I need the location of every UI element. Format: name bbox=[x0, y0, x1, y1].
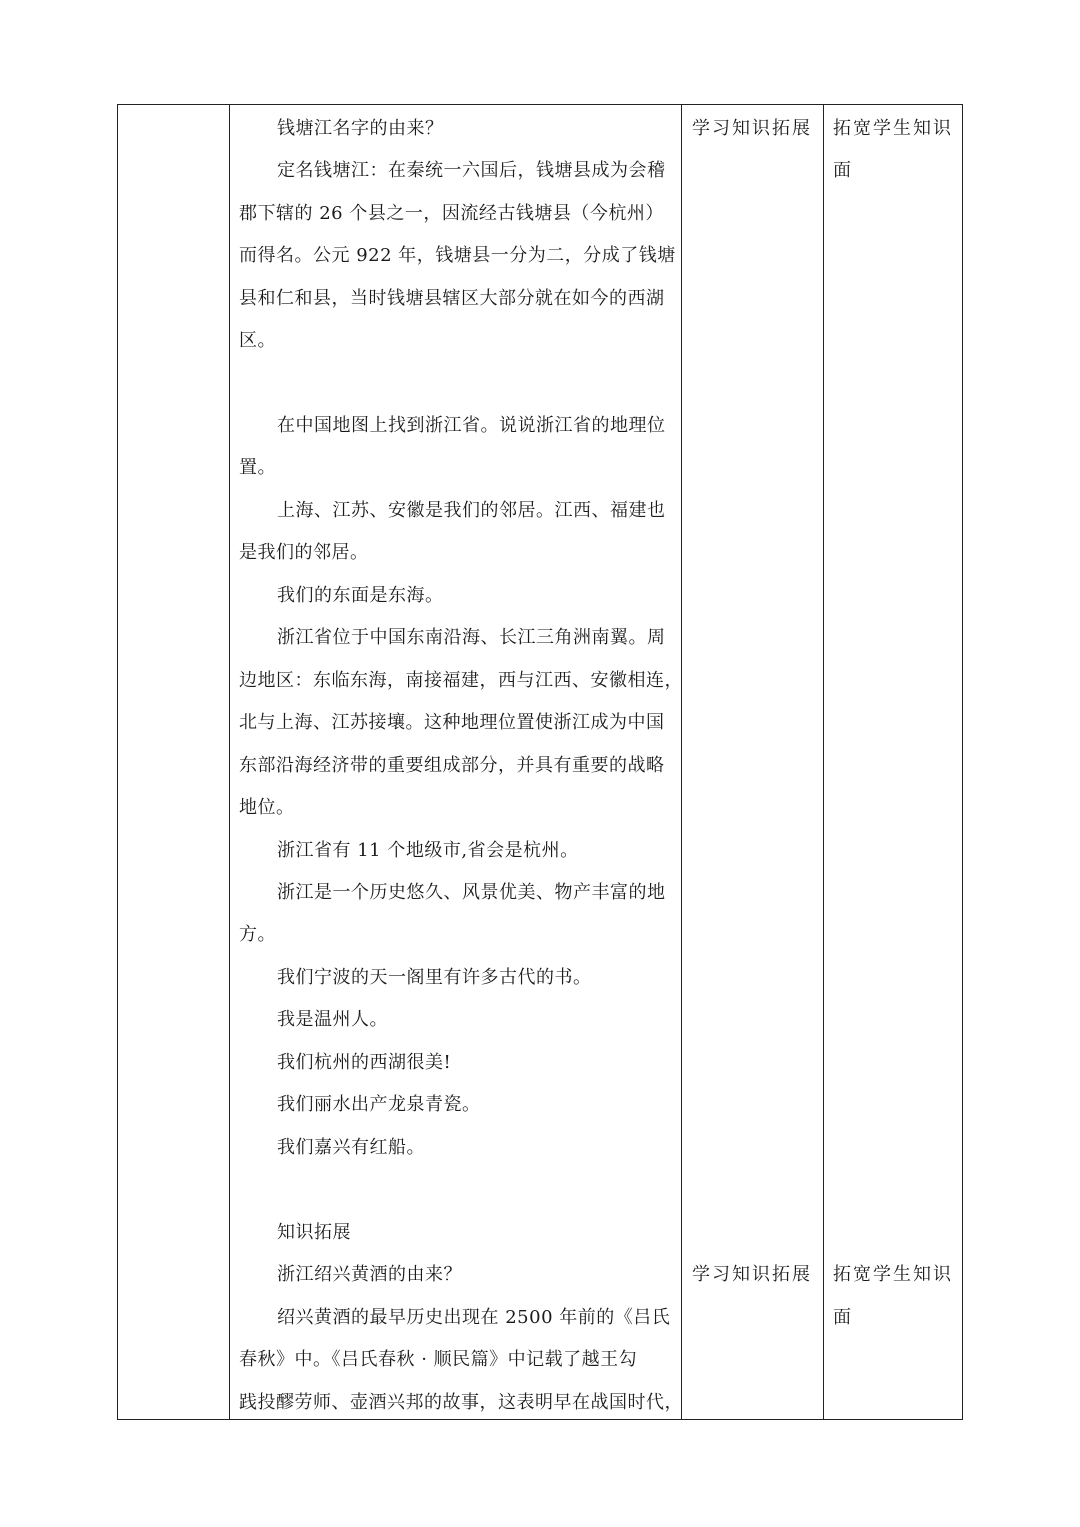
content-line: 知识拓展 bbox=[277, 1222, 351, 1243]
column-divider bbox=[229, 105, 230, 1419]
content-line: 钱塘江名字的由来？ bbox=[277, 118, 444, 139]
content-line: 置。 bbox=[239, 457, 276, 478]
content-line: 我们丽水出产龙泉青瓷。 bbox=[277, 1094, 481, 1115]
content-line: 浙江省位于中国东南沿海、长江三角洲南翼。周 bbox=[277, 627, 666, 648]
content-line: 我们的东面是东海。 bbox=[277, 585, 444, 606]
content-line: 是我们的邻居。 bbox=[239, 542, 369, 563]
content-line: 县和仁和县，当时钱塘县辖区大部分就在如今的西湖 bbox=[239, 288, 665, 309]
content-line: 我们宁波的天一阁里有许多古代的书。 bbox=[277, 967, 592, 988]
content-line: 我们杭州的西湖很美! bbox=[277, 1052, 452, 1073]
activity-label: 学习知识拓展 bbox=[692, 1264, 812, 1285]
content-line: 上海、江苏、安徽是我们的邻居。江西、福建也 bbox=[277, 500, 666, 521]
content-line: 地位。 bbox=[239, 797, 295, 818]
content-line: 浙江是一个历史悠久、风景优美、物产丰富的地 bbox=[277, 882, 666, 903]
content-line: 北与上海、江苏接壤。这种地理位置使浙江成为中国 bbox=[239, 712, 665, 733]
content-line: 春秋》中。《吕氏春秋 · 顺民篇》中记载了越王勾 bbox=[239, 1349, 638, 1370]
column-divider bbox=[681, 105, 682, 1419]
content-line: 绍兴黄酒的最早历史出现在 2500 年前的《吕氏 bbox=[277, 1307, 671, 1328]
intent-label: 面 bbox=[833, 1307, 853, 1328]
content-line: 我是温州人。 bbox=[277, 1009, 388, 1030]
content-line: 郡下辖的 26 个县之一，因流经古钱塘县（今杭州） bbox=[239, 203, 664, 224]
intent-label: 面 bbox=[833, 160, 853, 181]
intent-label: 拓宽学生知识 bbox=[833, 1264, 953, 1285]
content-line: 浙江省有 11 个地级市,省会是杭州。 bbox=[277, 840, 579, 861]
content-line: 我们嘉兴有红船。 bbox=[277, 1137, 425, 1158]
content-line: 践投醪劳师、壶酒兴邦的故事，这表明早在战国时代， bbox=[239, 1392, 683, 1413]
content-line: 浙江绍兴黄酒的由来？ bbox=[277, 1264, 462, 1285]
column-divider bbox=[823, 105, 824, 1419]
intent-label: 拓宽学生知识 bbox=[833, 118, 953, 139]
activity-label: 学习知识拓展 bbox=[692, 118, 812, 139]
content-line: 定名钱塘江：在秦统一六国后，钱塘县成为会稽 bbox=[277, 160, 666, 181]
content-line: 区。 bbox=[239, 330, 276, 351]
content-line: 方。 bbox=[239, 924, 276, 945]
content-line: 在中国地图上找到浙江省。说说浙江省的地理位 bbox=[277, 415, 666, 436]
content-line: 而得名。公元 922 年，钱塘县一分为二，分成了钱塘 bbox=[239, 245, 676, 266]
content-line: 东部沿海经济带的重要组成部分，并具有重要的战略 bbox=[239, 755, 665, 776]
content-line: 边地区：东临东海，南接福建，西与江西、安徽相连， bbox=[239, 670, 683, 691]
lesson-table bbox=[117, 104, 963, 1420]
